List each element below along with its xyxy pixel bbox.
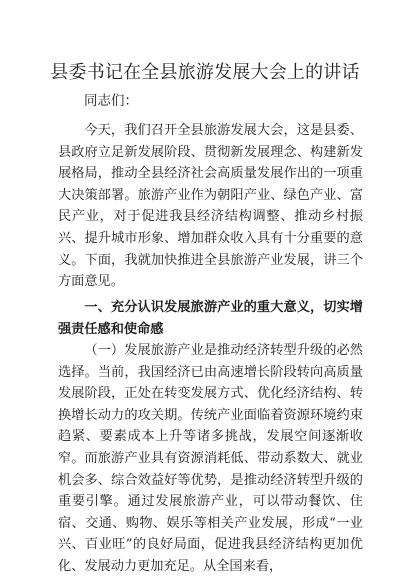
- document-title: 县委书记在全县旅游发展大会上的讲话: [50, 62, 360, 83]
- section-heading-1: 一、充分认识发展旅游产业的重大意义，切实增强责任感和使命感: [58, 300, 363, 337]
- section-paragraph-1: （一）发展旅游产业是推动经济转型升级的必然选择。当前，我国经济已由高速增长阶段转向高质量发展阶段，正处在转变发展方式、优化经济结构、转换增长动力的攻关期。传统产业面临着资源环境约束趋紧、要素成本上升等诸多挑战，发展空间逐渐收窄。而旅游产业具有资源消耗低、带动系数大、就业机会多、综合效益好等优势，是推动经济转型升级的重要引擎。通过发展旅游产业，可以带动餐饮、住宿、交通、购物、娱乐等相关产业发展，形成“一业兴、百业旺”的良好局面，促进我县经济结构更加优化、发展动力更加充足。从全国来看，: [58, 343, 363, 574]
- salutation: 同志们：: [84, 93, 138, 109]
- intro-paragraph: 今天，我们召开全县旅游发展大会，这是县委、县政府立足新发展阶段、贯彻新发展理念、构建新发展格局，推动全县经济社会高质量发展作出的一项重大决策部署。旅游产业作为朝阳产业、绿色产业、富民产业，对于促进我县经济结构调整、推动乡村振兴、提升城市形象、增加群众收入具有十分重要的意义。下面，我就加快推进全县旅游产业发展，讲三个方面意见。: [58, 123, 363, 290]
